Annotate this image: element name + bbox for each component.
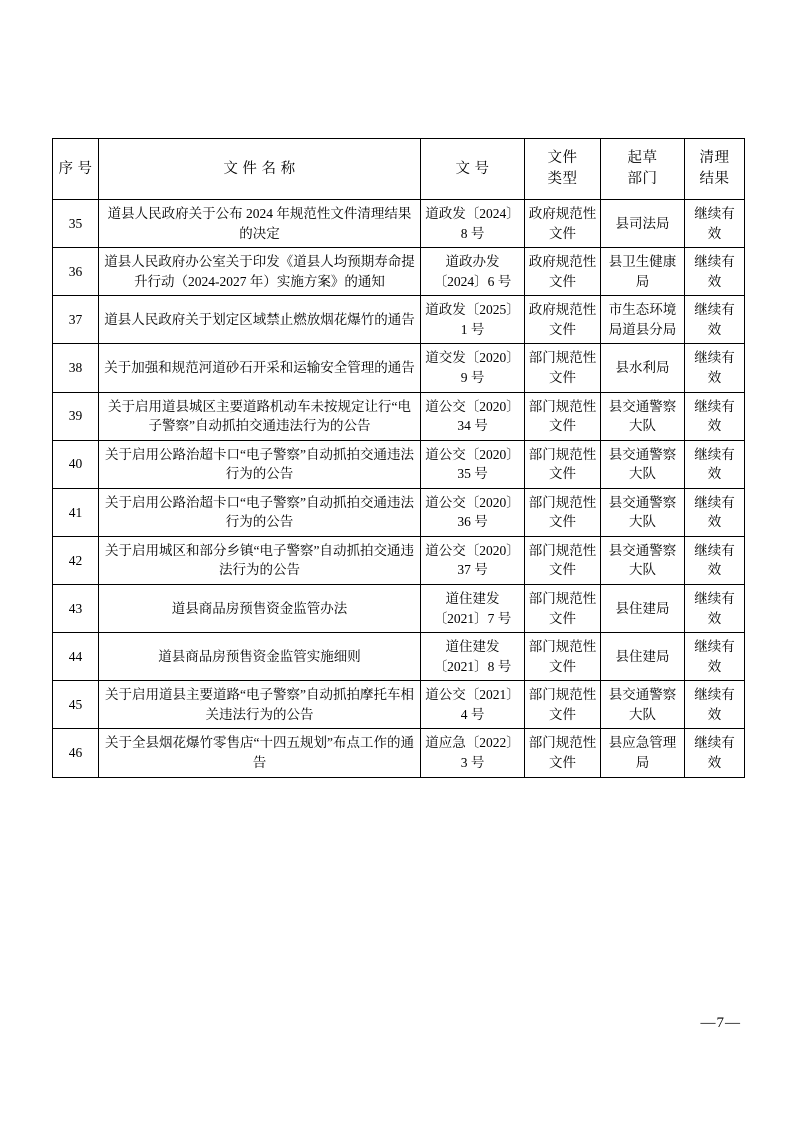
table-row [53, 248, 745, 296]
cell-seq: 37 [53, 296, 99, 344]
cell-document-type: 部门规范性文件 [525, 585, 601, 633]
cell-document-number: 道政办发〔2024〕6 号 [421, 248, 525, 296]
cell-seq: 39 [53, 392, 99, 440]
cell-document-number: 道应急〔2022〕3 号 [421, 729, 525, 777]
cell-document-type: 部门规范性文件 [525, 536, 601, 584]
cell-cleanup-result: 继续有效 [685, 440, 745, 488]
cell-cleanup-result: 继续有效 [685, 681, 745, 729]
cell-drafting-department: 县卫生健康局 [601, 248, 685, 296]
cell-seq: 45 [53, 681, 99, 729]
table-header [53, 139, 745, 200]
cell-drafting-department: 县司法局 [601, 200, 685, 248]
cell-document-name: 关于启用公路治超卡口“电子警察”自动抓拍交通违法行为的公告 [99, 488, 421, 536]
cell-cleanup-result: 继续有效 [685, 392, 745, 440]
cell-document-type: 部门规范性文件 [525, 681, 601, 729]
cell-cleanup-result: 继续有效 [685, 488, 745, 536]
cell-cleanup-result: 继续有效 [685, 729, 745, 777]
column-header-dept-line1: 起草 [627, 150, 658, 166]
column-header-dept [601, 139, 685, 200]
cell-document-number: 道住建发〔2021〕7 号 [421, 585, 525, 633]
cell-document-type: 部门规范性文件 [525, 488, 601, 536]
table-header-row [53, 139, 745, 200]
table-row [53, 585, 745, 633]
cell-document-number: 道公交〔2020〕35 号 [421, 440, 525, 488]
table-row [53, 344, 745, 392]
cell-document-name: 道县人民政府关于划定区域禁止燃放烟花爆竹的通告 [99, 296, 421, 344]
cell-cleanup-result: 继续有效 [685, 200, 745, 248]
cell-cleanup-result: 继续有效 [685, 633, 745, 681]
column-header-seq: 序 号 [53, 139, 99, 200]
cell-document-type: 部门规范性文件 [525, 344, 601, 392]
cell-cleanup-result: 继续有效 [685, 248, 745, 296]
cell-document-name: 关于启用道县主要道路“电子警察”自动抓拍摩托车相关违法行为的公告 [99, 681, 421, 729]
cell-document-type: 部门规范性文件 [525, 392, 601, 440]
cell-document-name: 道县商品房预售资金监管办法 [99, 585, 421, 633]
column-header-dept-line2: 部门 [627, 171, 658, 188]
column-header-name: 文 件 名 称 [99, 139, 421, 200]
table-row [53, 729, 745, 777]
cell-seq: 36 [53, 248, 99, 296]
cell-document-name: 道县人民政府关于公布 2024 年规范性文件清理结果的决定 [99, 200, 421, 248]
column-header-result-line1: 清理 [699, 150, 730, 166]
cell-cleanup-result: 继续有效 [685, 344, 745, 392]
cell-document-type: 部门规范性文件 [525, 440, 601, 488]
document-cleanup-table [52, 138, 745, 778]
cell-drafting-department: 市生态环境局道县分局 [601, 296, 685, 344]
cell-document-name: 道县商品房预售资金监管实施细则 [99, 633, 421, 681]
cell-drafting-department: 县应急管理局 [601, 729, 685, 777]
cell-document-number: 道政发〔2024〕8 号 [421, 200, 525, 248]
column-header-type-line1: 文件 [547, 150, 578, 166]
cell-document-number: 道住建发〔2021〕8 号 [421, 633, 525, 681]
table-row [53, 633, 745, 681]
table-body [53, 200, 745, 778]
cell-document-number: 道公交〔2021〕4 号 [421, 681, 525, 729]
cell-document-name: 道县人民政府办公室关于印发《道县人均预期寿命提升行动（2024-2027 年）实施方案》的通知 [99, 248, 421, 296]
cell-document-name: 关于加强和规范河道砂石开采和运输安全管理的通告 [99, 344, 421, 392]
column-header-result [685, 139, 745, 200]
cell-document-number: 道公交〔2020〕36 号 [421, 488, 525, 536]
cell-document-type: 部门规范性文件 [525, 633, 601, 681]
cell-seq: 41 [53, 488, 99, 536]
cell-document-type: 政府规范性文件 [525, 200, 601, 248]
cell-seq: 44 [53, 633, 99, 681]
column-header-type [525, 139, 601, 200]
cell-document-name: 关于启用城区和部分乡镇“电子警察”自动抓拍交通违法行为的公告 [99, 536, 421, 584]
column-header-type-line2: 类型 [547, 171, 578, 188]
table-row [53, 296, 745, 344]
cell-document-number: 道公交〔2020〕34 号 [421, 392, 525, 440]
cell-seq: 43 [53, 585, 99, 633]
cell-document-type: 政府规范性文件 [525, 296, 601, 344]
cell-cleanup-result: 继续有效 [685, 296, 745, 344]
cell-seq: 46 [53, 729, 99, 777]
column-header-result-line2: 结果 [699, 171, 730, 188]
cell-seq: 38 [53, 344, 99, 392]
cell-document-name: 关于全县烟花爆竹零售店“十四五规划”布点工作的通告 [99, 729, 421, 777]
cell-drafting-department: 县交通警察大队 [601, 440, 685, 488]
table-row [53, 488, 745, 536]
table-row [53, 681, 745, 729]
cell-seq: 42 [53, 536, 99, 584]
cell-drafting-department: 县交通警察大队 [601, 392, 685, 440]
cell-document-number: 道政发〔2025〕1 号 [421, 296, 525, 344]
page-number: —7— [700, 1015, 741, 1031]
table-row [53, 440, 745, 488]
cell-document-type: 部门规范性文件 [525, 729, 601, 777]
cell-drafting-department: 县交通警察大队 [601, 488, 685, 536]
cell-seq: 35 [53, 200, 99, 248]
column-header-wenhao: 文 号 [421, 139, 525, 200]
cell-document-number: 道交发〔2020〕9 号 [421, 344, 525, 392]
table-row [53, 200, 745, 248]
cell-document-name: 关于启用公路治超卡口“电子警察”自动抓拍交通违法行为的公告 [99, 440, 421, 488]
table-row [53, 392, 745, 440]
cell-cleanup-result: 继续有效 [685, 536, 745, 584]
cell-drafting-department: 县住建局 [601, 585, 685, 633]
cell-document-name: 关于启用道县城区主要道路机动车未按规定让行“电子警察”自动抓拍交通违法行为的公告 [99, 392, 421, 440]
cell-drafting-department: 县住建局 [601, 633, 685, 681]
cell-document-type: 政府规范性文件 [525, 248, 601, 296]
cell-drafting-department: 县交通警察大队 [601, 536, 685, 584]
cell-drafting-department: 县水利局 [601, 344, 685, 392]
cell-cleanup-result: 继续有效 [685, 585, 745, 633]
table-row [53, 536, 745, 584]
cell-drafting-department: 县交通警察大队 [601, 681, 685, 729]
cell-seq: 40 [53, 440, 99, 488]
cell-document-number: 道公交〔2020〕37 号 [421, 536, 525, 584]
